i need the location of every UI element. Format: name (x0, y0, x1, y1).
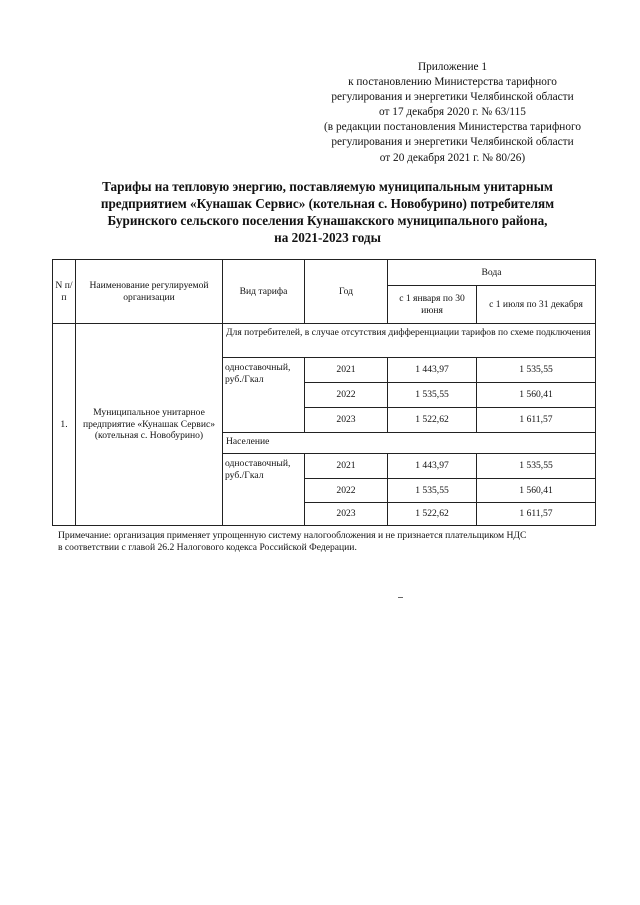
year-cell: 2023 (305, 503, 388, 526)
header-period-1: с 1 января по 30 июня (388, 286, 477, 324)
tariff-value-p2: 1 560,41 (477, 383, 596, 408)
organization-name: Муниципальное унитарное предприятие «Кунашак Сервис» (котельная с. Новобурино) (76, 324, 223, 526)
appendix-line: от 20 декабря 2021 г. № 80/26) (379, 151, 526, 164)
header-water: Вода (388, 260, 596, 286)
tariff-value-p2: 1 611,57 (477, 503, 596, 526)
tariff-value-p2: 1 535,55 (477, 358, 596, 383)
header-org: Наименование регулируемой организации (76, 260, 223, 324)
tariff-value-p2: 1 535,55 (477, 454, 596, 479)
appendix-line: Приложение 1 (417, 61, 488, 73)
tariff-value-p1: 1 443,97 (388, 358, 477, 383)
section-label: Население (223, 433, 596, 454)
footnote-line: в соответствии с главой 26.2 Налогового кодекса Российской Федерации. (58, 542, 357, 554)
appendix-line: (в редакции постановления Министерства тарифного (324, 121, 581, 134)
appendix-line: регулирования и энергетики Челябинской области (331, 136, 574, 149)
document-title (60, 178, 595, 246)
row-number: 1. (53, 324, 76, 526)
header-period-2: с 1 июля по 31 декабря (477, 286, 596, 324)
year-cell: 2022 (305, 479, 388, 503)
section-row (53, 324, 596, 358)
appendix-reference (290, 60, 615, 166)
title-line: предприятием «Кунашак Сервис» (котельная с. Новобурино) потребителям (100, 196, 555, 211)
appendix-line: регулирования и энергетики Челябинской области (331, 91, 574, 104)
tariff-value-p1: 1 535,55 (388, 479, 477, 503)
title-line: Тарифы на тепловую энергию, поставляемую муниципальным унитарным (102, 179, 553, 194)
appendix-line: к постановлению Министерства тарифного (348, 76, 557, 89)
tariff-value-p1: 1 522,62 (388, 408, 477, 433)
header-tariff-type: Вид тарифа (223, 260, 305, 324)
tariff-value-p2: 1 611,57 (477, 408, 596, 433)
year-cell: 2021 (305, 454, 388, 479)
title-line: Буринского сельского поселения Кунашакского муниципального района, (107, 213, 548, 228)
section-label: Для потребителей, в случае отсутствия дифференциации тарифов по схеме подключения (223, 324, 596, 358)
appendix-line: от 17 декабря 2020 г. № 63/115 (379, 106, 526, 119)
tariff-table (52, 259, 596, 526)
year-cell: 2021 (305, 358, 388, 383)
tariff-value-p1: 1 535,55 (388, 383, 477, 408)
tariff-type-cell: одноставочный, руб./Гкал (223, 454, 305, 526)
page-mark (398, 597, 403, 598)
title-line: на 2021-2023 годы (274, 230, 381, 245)
footnote-line: Примечание: организация применяет упрощенную систему налогообложения и не признается плательщиком НДС (58, 530, 527, 541)
footnote (58, 530, 603, 554)
tariff-type-cell: одноставочный, руб./Гкал (223, 358, 305, 433)
year-cell: 2023 (305, 408, 388, 433)
tariff-value-p1: 1 522,62 (388, 503, 477, 526)
header-num: N п/п (53, 260, 76, 324)
header-year: Год (305, 260, 388, 324)
tariff-value-p2: 1 560,41 (477, 479, 596, 503)
year-cell: 2022 (305, 383, 388, 408)
tariff-value-p1: 1 443,97 (388, 454, 477, 479)
table-header-row (53, 260, 596, 286)
